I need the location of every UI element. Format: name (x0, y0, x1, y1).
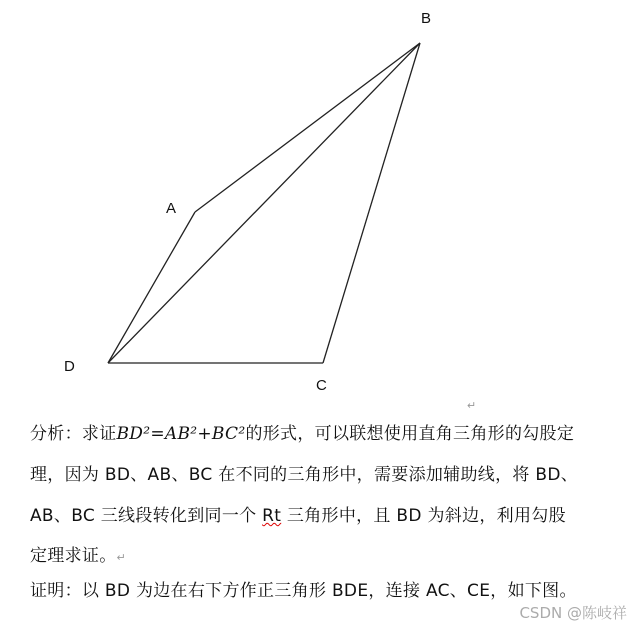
text: 的形式，可以联想使用直角三角形的勾股定 (245, 424, 575, 444)
paragraph-line-4 (30, 546, 126, 568)
text: 定理求证。 (30, 546, 117, 566)
text: 分析：求证 (30, 424, 117, 444)
paragraph-line-2: 理，因为 BD、AB、BC 在不同的三角形中，需要添加辅助线，将 BD、 (30, 465, 579, 485)
paragraph-mark: ↵ (116, 551, 127, 564)
equation: BD²=AB²+BC² (116, 424, 246, 444)
text: AB、BC 三线段转化到同一个 (30, 506, 263, 526)
segment-db (108, 43, 420, 363)
label-a: A (166, 200, 177, 217)
label-d: D (64, 358, 75, 375)
spellcheck-word: Rt (262, 506, 282, 526)
paragraph-line-5: 证明：以 BD 为边在右下方作正三角形 BDE，连接 AC、CE，如下图。 (30, 581, 577, 601)
text: 三角形中，且 BD 为斜边，利用勾股 (281, 506, 566, 526)
watermark: CSDN @陈岐祥 (519, 604, 627, 622)
label-c: C (316, 377, 327, 394)
segment-ba (195, 43, 420, 212)
segment-cb (323, 43, 420, 363)
paragraph-mark: ↵ (467, 400, 477, 412)
label-b: B (421, 10, 432, 27)
paragraph-line-3 (30, 506, 566, 526)
paragraph-line-1 (30, 424, 574, 444)
